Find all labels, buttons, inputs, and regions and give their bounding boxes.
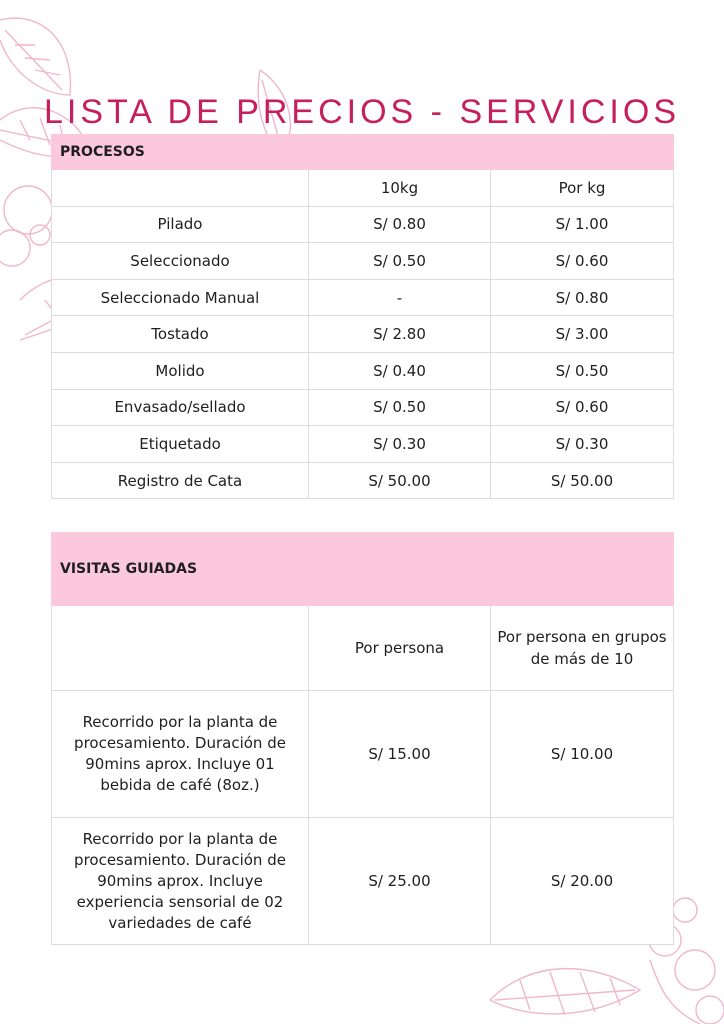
price-per-kg: S/ 0.50 [491, 352, 674, 389]
visitas-header: VISITAS GUIADAS [52, 533, 674, 606]
column-header [52, 606, 309, 691]
price-per-kg: S/ 0.60 [491, 389, 674, 426]
table-row [52, 279, 674, 316]
price-per-kg: S/ 3.00 [491, 316, 674, 353]
price-per-person: S/ 15.00 [309, 691, 491, 818]
table-row [52, 206, 674, 243]
price-10kg: S/ 50.00 [309, 462, 491, 499]
page-title: LISTA DE PRECIOS - SERVICIOS [44, 92, 680, 131]
visitas-column-headers [52, 606, 674, 691]
price-10kg: S/ 0.40 [309, 352, 491, 389]
service-name: Seleccionado Manual [52, 279, 309, 316]
price-per-kg: S/ 0.30 [491, 426, 674, 463]
price-10kg: S/ 0.50 [309, 389, 491, 426]
service-name: Seleccionado [52, 243, 309, 280]
visitas-header-row [52, 533, 674, 606]
table-row [52, 691, 674, 818]
table-row [52, 316, 674, 353]
procesos-table [51, 134, 674, 499]
table-row [52, 243, 674, 280]
price-10kg: S/ 0.50 [309, 243, 491, 280]
price-10kg: S/ 0.80 [309, 206, 491, 243]
price-10kg: S/ 0.30 [309, 426, 491, 463]
visit-description: Recorrido por la planta de procesamiento. Duración de 90mins aprox. Incluye 01 bebida de café (8oz.) [52, 691, 309, 818]
price-group: S/ 20.00 [491, 818, 674, 945]
service-name: Molido [52, 352, 309, 389]
price-group: S/ 10.00 [491, 691, 674, 818]
procesos-column-headers [52, 170, 674, 207]
price-per-person: S/ 25.00 [309, 818, 491, 945]
service-name: Tostado [52, 316, 309, 353]
table-row [52, 462, 674, 499]
service-name: Envasado/sellado [52, 389, 309, 426]
visit-description: Recorrido por la planta de procesamiento. Duración de 90mins aprox. Incluye experiencia sensorial de 02 variedades de café [52, 818, 309, 945]
price-per-kg: S/ 0.80 [491, 279, 674, 316]
procesos-header: PROCESOS [52, 135, 674, 170]
procesos-header-row [52, 135, 674, 170]
column-header-por-persona: Por persona [309, 606, 491, 691]
column-header-grupos: Por persona en grupos de más de 10 [491, 606, 674, 691]
table-row [52, 389, 674, 426]
column-header-por-kg: Por kg [491, 170, 674, 207]
price-per-kg: S/ 50.00 [491, 462, 674, 499]
table-row [52, 352, 674, 389]
price-per-kg: S/ 1.00 [491, 206, 674, 243]
price-10kg: - [309, 279, 491, 316]
visitas-table [51, 532, 674, 945]
column-header [52, 170, 309, 207]
table-row [52, 426, 674, 463]
service-name: Registro de Cata [52, 462, 309, 499]
price-10kg: S/ 2.80 [309, 316, 491, 353]
table-row [52, 818, 674, 945]
service-name: Etiquetado [52, 426, 309, 463]
price-per-kg: S/ 0.60 [491, 243, 674, 280]
column-header-10kg: 10kg [309, 170, 491, 207]
service-name: Pilado [52, 206, 309, 243]
